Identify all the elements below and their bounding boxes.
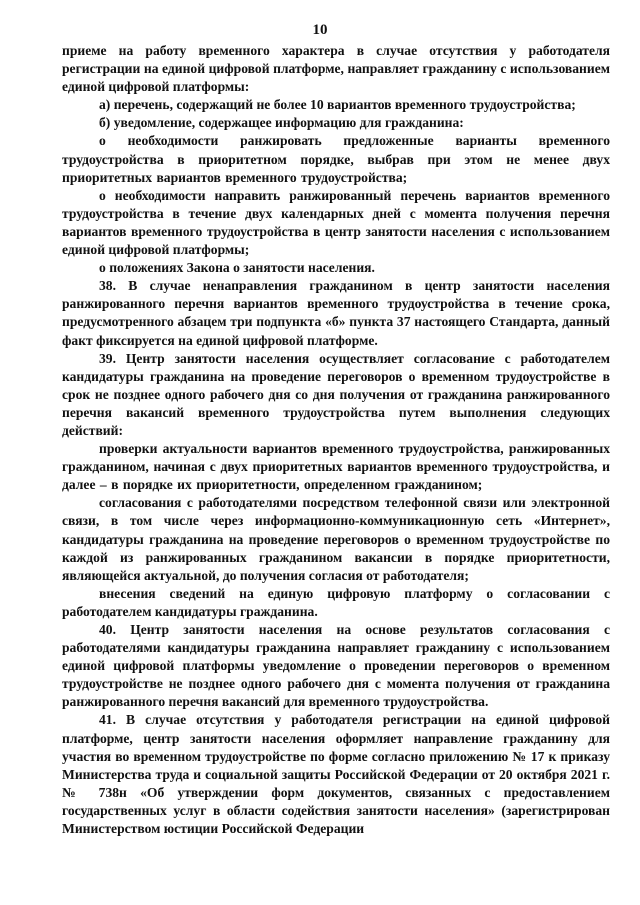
paragraph-40: 40. Центр занятости населения на основе результатов согласования с работодателями кандидатуры гражданина направляет гражданину с использованием единой цифровой платформы уведомление о проведении переговоров о временном трудоустройстве не позднее одного рабочего дня с момента получения от гражданина ранжированного перечня вакансий для временного трудоустройства. xyxy=(62,622,610,710)
paragraph-41: 41. В случае отсутствия у работодателя регистрации на единой цифровой платформе, центр занятости населения оформляет направление гражданину для участия во временном трудоустройстве по форме согласно приложению № 17 к приказу Министерства труда и социальной защиты Российской Федерации от 20 октября 2021 г. № 738н «Об утверждении форм документов, связанных с предоставлением государственных услуг в области содействия занятости населения» (зарегистрирован Министерством юстиции Российской Федерации xyxy=(62,712,610,837)
paragraph-39-check: проверки актуальности вариантов временного трудоустройства, ранжированных гражданином, начиная с двух приоритетных вариантов временного трудоустройства, и далее – в порядке их приоритетности, определенном гражданином; xyxy=(62,441,610,493)
document-body xyxy=(62,42,610,838)
paragraph-38: 38. В случае ненаправления гражданином в центр занятости населения ранжированного перечня вариантов временного трудоустройства в течение срока, предусмотренного абзацем три подпункта «б» пункта 37 настоящего Стандарта, данный факт фиксируется на единой цифровой платформе. xyxy=(62,278,610,348)
paragraph-bullet-rank: о необходимости ранжировать предложенные варианты временного трудоустройства в приоритетном порядке, выбрав при этом не менее двух приоритетных вариантов временного трудоустройства; xyxy=(62,133,610,185)
paragraph-item-b: б) уведомление, содержащее информацию для гражданина: xyxy=(99,115,464,131)
paragraph-bullet-send: о необходимости направить ранжированный перечень вариантов временного трудоустройства в течение двух календарных дней с момента получения перечня вариантов временного трудоустройства в центр занятости населения с использованием единой цифровой платформы; xyxy=(62,187,610,258)
paragraph-39-agree: согласования с работодателями посредством телефонной связи или электронной связи, в том числе через информационно-коммуникационную сеть «Интернет», кандидатуры гражданина на проведение переговоров о временном трудоустройстве по каждой из ранжированных гражданином вакансии в порядке приоритетности, являющейся актуальной, до получения согласия от работодателя; xyxy=(62,495,610,583)
paragraph-39: 39. Центр занятости населения осуществляет согласование с работодателем кандидатуры гражданина на проведение переговоров о временном трудоустройстве в срок не позднее одного рабочего дня со дня получения от гражданина ранжированного перечня вакансий временного трудоустройства путем выполнения следующих действий: xyxy=(62,350,610,438)
paragraph-continuation: приеме на работу временного характера в случае отсутствия у работодателя регистрации на единой цифровой платформе, направляет гражданину с использованием единой цифровой платформы: xyxy=(62,43,610,95)
page-number: 10 xyxy=(312,22,328,38)
paragraph-bullet-law: о положениях Закона о занятости населения. xyxy=(99,260,375,276)
paragraph-39-enter: внесения сведений на единую цифровую платформу о согласовании с работодателем кандидатуры гражданина. xyxy=(62,585,610,619)
paragraph-item-a: а) перечень, содержащий не более 10 вариантов временного трудоустройства; xyxy=(99,97,576,113)
